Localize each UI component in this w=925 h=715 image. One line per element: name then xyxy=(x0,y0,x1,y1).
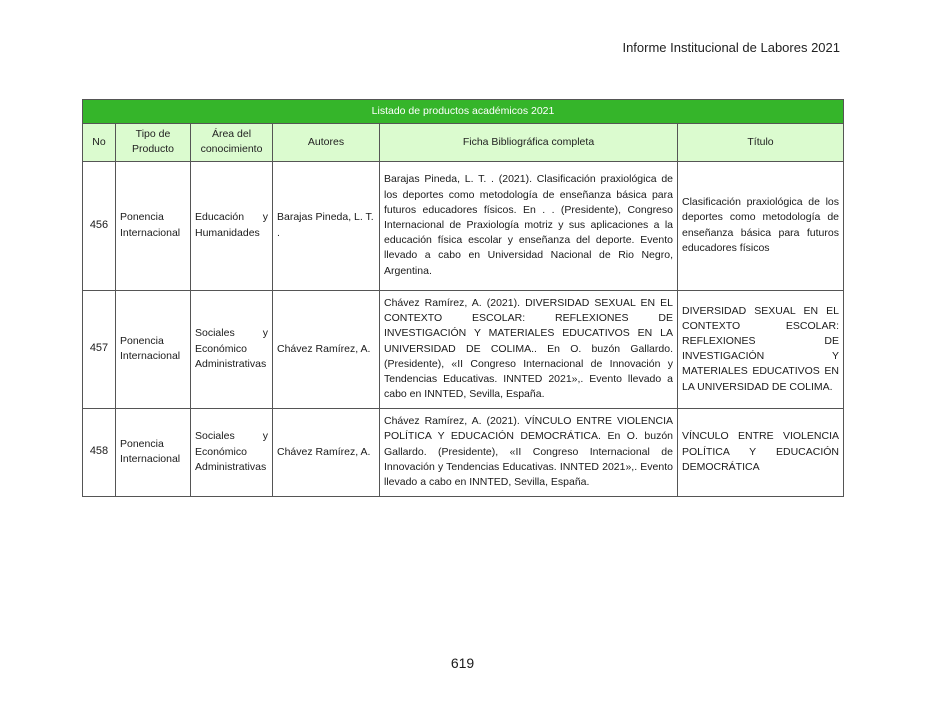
row-no: 457 xyxy=(83,290,116,408)
row-tipo: Ponencia Internacional xyxy=(116,408,191,496)
table-row xyxy=(83,161,844,290)
table-title: Listado de productos académicos 2021 xyxy=(83,100,844,124)
column-header-tipo: Tipo de Producto xyxy=(116,124,191,161)
page-number: 619 xyxy=(450,655,475,671)
row-no: 456 xyxy=(83,161,116,290)
table-row xyxy=(83,290,844,408)
column-header-area: Área del conocimiento xyxy=(191,124,273,161)
table-header-row xyxy=(83,124,844,161)
row-autores: Chávez Ramírez, A. xyxy=(273,290,380,408)
row-titulo: DIVERSIDAD SEXUAL EN EL CONTEXTO ESCOLAR: REFLEXIONES DE INVESTIGACIÓN Y MATERIALES EDUCATIVOS EN LA UNIVERSIDAD DE COLIMA. xyxy=(678,290,844,408)
row-ficha: Chávez Ramírez, A. (2021). DIVERSIDAD SEXUAL EN EL CONTEXTO ESCOLAR: REFLEXIONES DE INVESTIGACIÓN Y MATERIALES EDUCATIVOS EN LA UNIVERSIDAD DE COLIMA.. En O. buzón Gallardo. (Presidente), «II Congreso Internacional de Innovación y Tendencias Educativas. INNTED 2021»,. Evento llevado a cabo en INNTED, Sevilla, España. xyxy=(380,290,678,408)
row-titulo: Clasificación praxiológica de los deportes como metodología de enseñanza básica para futuros educadores físicos xyxy=(678,161,844,290)
column-header-ficha: Ficha Bibliográfica completa xyxy=(380,124,678,161)
row-tipo: Ponencia Internacional xyxy=(116,161,191,290)
row-ficha: Barajas Pineda, L. T. . (2021). Clasificación praxiológica de los deportes como metodología de enseñanza básica para futuros educadores físicos. En . . (Presidente), Congreso Internacional de Praxiología motriz y sus aplicaciones a la educación física escolar y enseñanza del deporte. Evento llevado a cabo en Universidad Nacional de Rio Negro, Argentina. xyxy=(380,161,678,290)
row-ficha: Chávez Ramírez, A. (2021). VÍNCULO ENTRE VIOLENCIA POLÍTICA Y EDUCACIÓN DEMOCRÁTICA. En O. buzón Gallardo. (Presidente), «II Congreso Internacional de Innovación y Tendencias Educativas. INNTED 2021»,. Evento llevado a cabo en INNTED, Sevilla, España. xyxy=(380,408,678,496)
document-header: Informe Institucional de Labores 2021 xyxy=(622,40,840,55)
row-area: Educación y Humanidades xyxy=(191,161,273,290)
row-no: 458 xyxy=(83,408,116,496)
row-area: Sociales y Económico Administrativas xyxy=(191,290,273,408)
table-title-row xyxy=(83,100,844,124)
row-area: Sociales y Económico Administrativas xyxy=(191,408,273,496)
column-header-titulo: Título xyxy=(678,124,844,161)
table-row xyxy=(83,408,844,496)
row-autores: Barajas Pineda, L. T. . xyxy=(273,161,380,290)
row-tipo: Ponencia Internacional xyxy=(116,290,191,408)
column-header-no: No xyxy=(83,124,116,161)
academic-products-table xyxy=(82,99,844,497)
row-autores: Chávez Ramírez, A. xyxy=(273,408,380,496)
column-header-autores: Autores xyxy=(273,124,380,161)
row-titulo: VÍNCULO ENTRE VIOLENCIA POLÍTICA Y EDUCACIÓN DEMOCRÁTICA xyxy=(678,408,844,496)
